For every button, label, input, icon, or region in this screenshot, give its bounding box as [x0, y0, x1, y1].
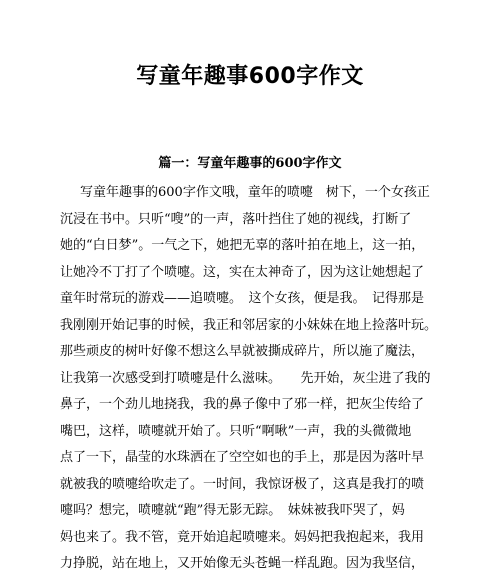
essay-body [0, 180, 500, 578]
essay-line: 嚏吗？想完，喷嚏就“跑”得无影无踪。 妹妹被我吓哭了，妈 [60, 503, 405, 518]
essay-line: 她的“白日梦”。一气之下，她把无辜的落叶拍在地上，这一拍， [60, 238, 425, 253]
section-heading: 篇一：写童年趣事的600字作文 [158, 156, 342, 171]
essay-line: 力挣脱，站在地上，又开始像无头苍蝇一样乱跑。因为我坚信， [60, 556, 425, 571]
essay-line: 写童年趣事的600字作文哦，童年的喷嚏 树下，一个女孩正 [80, 185, 430, 200]
essay-line: 童年时常玩的游戏——追喷嚏。 这个女孩，便是我。 记得那是 [60, 291, 425, 306]
essay-line: 就被我的喷嚏给吹走了。一时间，我惊讶极了，这真是我打的喷 [60, 476, 425, 492]
essay-line: 点了一下，晶莹的水珠洒在了空空如也的手上，那是因为落叶早 [60, 450, 425, 465]
essay-line: 让她冷不丁打了个喷嚏。这，实在太神奇了，因为这让她想起了 [60, 264, 425, 280]
document-title: 写童年趣事600字作文 [136, 64, 364, 89]
essay-line: 妈也来了。我不管，竟开始追起喷嚏来。妈妈把我抱起来，我用 [60, 529, 425, 545]
essay-line: 嘴巴，这样，喷嚏就开始了。只听“啊啾”一声，我的头微微地 [60, 423, 412, 439]
essay-line: 我刚刚开始记事的时候，我正和邻居家的小妹妹在地上捡落叶玩。 [60, 317, 438, 333]
essay-line: 让我第一次感受到打喷嚏是什么滋味。 先开始，灰尘进了我的 [60, 370, 431, 386]
essay-line: 沉浸在书中。只听“嗖”的一声，落叶挡住了她的视线，打断了 [60, 211, 412, 227]
essay-line: 那些顽皮的树叶好像不想这么早就被撕成碎片，所以施了魔法， [60, 344, 425, 359]
essay-line: 鼻子，一个劲儿地挠我，我的鼻子像中了邪一样，把灰尘传给了 [60, 397, 425, 412]
